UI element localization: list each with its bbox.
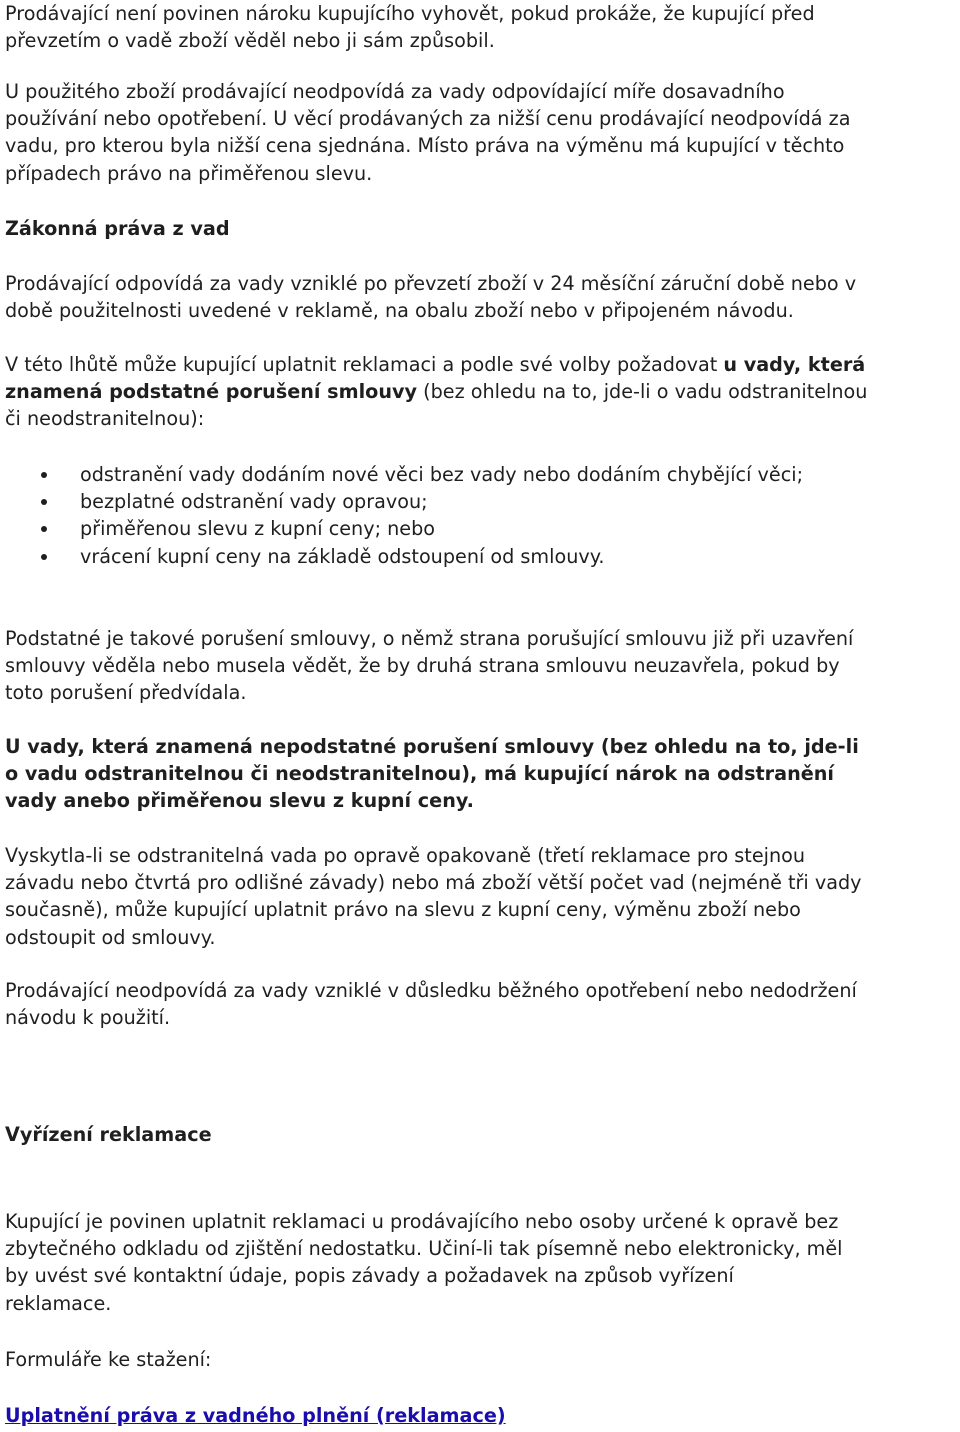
- text-line: Vyskytla-li se odstranitelná vada po opravě opakovaně (třetí reklamace pro stejnou: [5, 844, 806, 867]
- text-line: době použitelnosti uvedené v reklamě, na obalu zboží nebo v připojeném návodu.: [5, 299, 794, 323]
- text-line: U použitého zboží prodávající neodpovídá za vady odpovídající míře dosavadního: [5, 80, 785, 103]
- paragraph-repeated-defect: [5, 842, 862, 951]
- remedy-list: [0, 461, 803, 570]
- list-item: přiměřenou slevu z kupní ceny; nebo: [0, 515, 803, 542]
- paragraph-seller-not-obliged: [5, 0, 815, 54]
- text-line: Kupující je povinen uplatnit reklamaci u prodávajícího nebo osoby určené k opravě bez: [5, 1210, 839, 1233]
- paragraph-material-breach: [5, 625, 853, 707]
- text-line: Prodávající neodpovídá za vady vzniklé v důsledku běžného opotřebení nebo nedodržení: [5, 979, 857, 1002]
- forms-label: Formuláře ke stažení:: [5, 1348, 212, 1371]
- paragraph-used-goods: [5, 78, 850, 187]
- text-line: Prodávající odpovídá za vady vzniklé po převzetí zboží v 24 měsíční záruční době nebo v: [5, 272, 857, 295]
- heading-legal-rights: Zákonná práva z vad: [5, 217, 230, 240]
- download-link-container: [5, 1402, 506, 1429]
- text-line: závadu nebo čtvrtá pro odlišné závady) nebo má zboží větší počet vad (nejméně tři vady: [5, 871, 862, 895]
- text-line: U vady, která znamená nepodstatné porušení smlouvy (bez ohledu na to, jde-li: [5, 735, 859, 758]
- text-line: převzetím o vadě zboží věděl nebo ji sám způsobil.: [5, 29, 495, 53]
- text-bold: u vady, která: [723, 353, 866, 376]
- paragraph-claim-options: [5, 351, 867, 433]
- text-line: o vadu odstranitelnou či neodstranitelnou), má kupující nárok na odstranění: [5, 762, 834, 786]
- text-line: [5, 378, 867, 405]
- text-plain: (bez ohledu na to, jde-li o vadu odstranitelnou: [417, 380, 868, 404]
- text-line: návodu k použití.: [5, 1006, 171, 1030]
- text-line: či neodstranitelnou):: [5, 407, 205, 431]
- text-line: odstoupit od smlouvy.: [5, 925, 216, 949]
- paragraph-normal-wear: [5, 977, 857, 1031]
- text-line: by uvést své kontaktní údaje, popis závady a požadavek na způsob vyřízení: [5, 1264, 734, 1288]
- text-line: případech právo na přiměřenou slevu.: [5, 161, 373, 185]
- download-claim-form-link[interactable]: Uplatnění práva z vadného plnění (reklamace): [5, 1404, 506, 1427]
- text-line: smlouvy věděla nebo musela vědět, že by druhá strana smlouvu neuzavřela, pokud by: [5, 654, 840, 678]
- text-plain: V této lhůtě může kupující uplatnit reklamaci a podle své volby požadovat: [5, 353, 724, 376]
- paragraph-claim-submission: [5, 1208, 843, 1317]
- text-line: vadu, pro kterou byla nižší cena sjednána. Místo práva na výměnu má kupující v těchto: [5, 134, 845, 158]
- text-line: zbytečného odkladu od zjištění nedostatku. Učiní-li tak písemně nebo elektronicky, měl: [5, 1237, 843, 1261]
- text-line: reklamace.: [5, 1291, 112, 1315]
- text-line: Podstatné je takové porušení smlouvy, o němž strana porušující smlouvu již při uzavření: [5, 627, 854, 650]
- text-line: [5, 351, 867, 378]
- heading-claim-handling: Vyřízení reklamace: [5, 1123, 212, 1146]
- text-bold: znamená podstatné porušení smlouvy: [5, 380, 418, 404]
- list-item: vrácení kupní ceny na základě odstoupení od smlouvy.: [0, 543, 803, 570]
- text-line: Prodávající není povinen nároku kupujícího vyhovět, pokud prokáže, že kupující před: [5, 2, 815, 25]
- text-line: současně), může kupující uplatnit právo na slevu z kupní ceny, výměnu zboží nebo: [5, 898, 801, 922]
- list-item: bezplatné odstranění vady opravou;: [0, 488, 803, 515]
- paragraph-non-material-breach: [5, 733, 859, 815]
- text-line: toto porušení předvídala.: [5, 681, 247, 705]
- text-line: vady anebo přiměřenou slevu z kupní ceny.: [5, 789, 474, 813]
- list-item: odstranění vady dodáním nové věci bez vady nebo dodáním chybějící věci;: [0, 461, 803, 488]
- text-line: používání nebo opotřebení. U věcí prodávaných za nižší cenu prodávající neodpovídá za: [5, 107, 851, 131]
- paragraph-warranty-period: [5, 270, 856, 324]
